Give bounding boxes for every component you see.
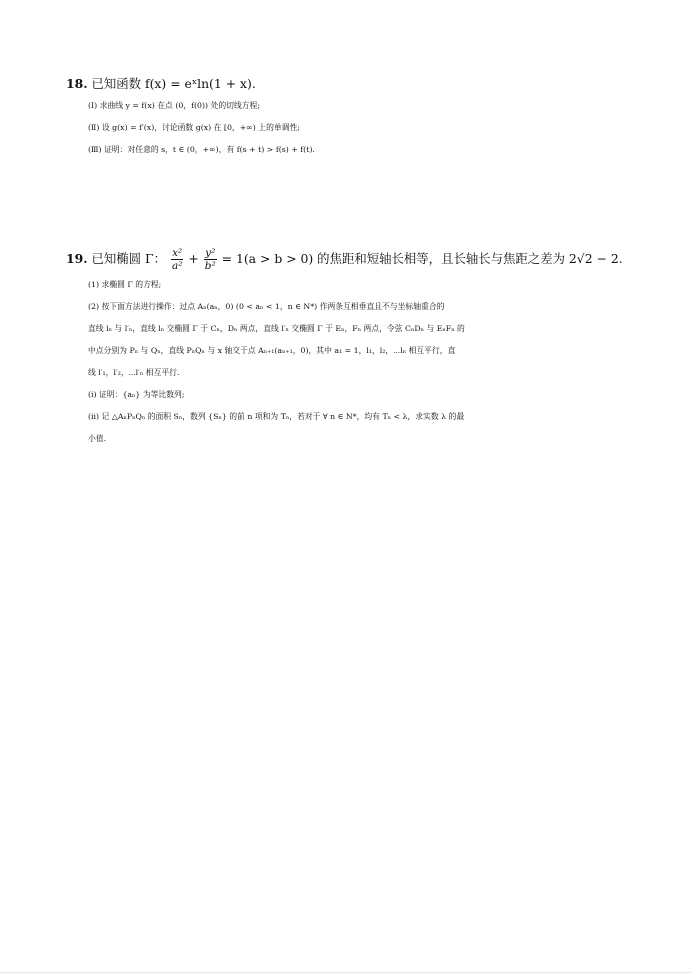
ellipse-plus-sign: + [188, 251, 199, 266]
ellipse-fraction-x-denominator: a² [171, 260, 183, 272]
problem-18-stem: 已知函数 f(x) = eˣln(1 + x). [91, 76, 256, 91]
problem-19-stem-suffix: = 1(a > b > 0) 的焦距和短轴长相等，且长轴长与焦距之差为 2√2 − 2. [221, 251, 623, 266]
problem-19-sub-1: (i) 证明：{aₙ} 为等比数列; [88, 390, 185, 399]
problem-18-number: 18. [66, 76, 88, 91]
problem-19-part-2-line-4: 线 l′₁，l′₂，⋯l′ₙ 相互平行. [88, 368, 180, 377]
problem-19-sub-2-line-2: 小值. [88, 434, 107, 443]
problem-18-stem-line [66, 73, 636, 95]
problem-19-number: 19. [66, 251, 88, 266]
problem-19-part-2-line-1: (2) 按下面方法进行操作：过点 Aₙ(aₙ，0) (0 < aₙ < 1，n ∈ N*) 作两条互相垂直且不与坐标轴重合的 [88, 302, 445, 311]
problem-18 [66, 73, 636, 161]
problem-18-part-3: (Ⅲ) 证明：对任意的 s，t ∈ (0，+∞)，有 f(s + t) > f(s) + f(t). [88, 145, 315, 154]
problem-19-stem-line [66, 244, 636, 274]
problem-19-stem-prefix: 已知椭圆 Γ： [91, 251, 167, 266]
problem-19-part-2-line-3: 中点分别为 Pₙ 与 Qₙ，直线 PₙQₙ 与 x 轴交于点 Aₙ₊₁(aₙ₊₁，0)，其中 a₁ = 1，l₁，l₂，⋯lₙ 相互平行，直 [88, 346, 456, 355]
ellipse-fraction-x [171, 247, 183, 272]
problem-19 [66, 244, 636, 450]
ellipse-fraction-x-numerator: x² [172, 247, 183, 259]
ellipse-fraction-y-numerator: y² [205, 247, 216, 259]
page-bottom-edge [0, 972, 691, 973]
problem-19-sub-2-line-1: (ii) 记 △AₙPₙQₙ 的面积 Sₙ，数列 {Sₙ} 的前 n 项和为 Tₙ，若对于 ∀ n ∈ N*，均有 Tₙ < λ，求实数 λ 的最 [88, 412, 465, 421]
problem-18-part-1: (Ⅰ) 求曲线 y = f(x) 在点 (0，f(0)) 处的切线方程; [88, 101, 260, 110]
problem-18-part-2: (Ⅱ) 设 g(x) = f′(x)，讨论函数 g(x) 在 [0，+∞) 上的单调性; [88, 123, 300, 132]
problem-19-part-2-line-2: 直线 lₙ 与 l′ₙ，直线 lₙ 交椭圆 Γ 于 Cₙ，Dₙ 两点，直线 l′ₙ 交椭圆 Γ 于 Eₙ，Fₙ 两点，令弦 CₙDₙ 与 EₙFₙ 的 [88, 324, 465, 333]
ellipse-fraction-y-denominator: b² [204, 260, 216, 272]
problem-19-part-1: (1) 求椭圆 Γ 的方程; [88, 280, 162, 289]
ellipse-fraction-y [204, 247, 217, 272]
